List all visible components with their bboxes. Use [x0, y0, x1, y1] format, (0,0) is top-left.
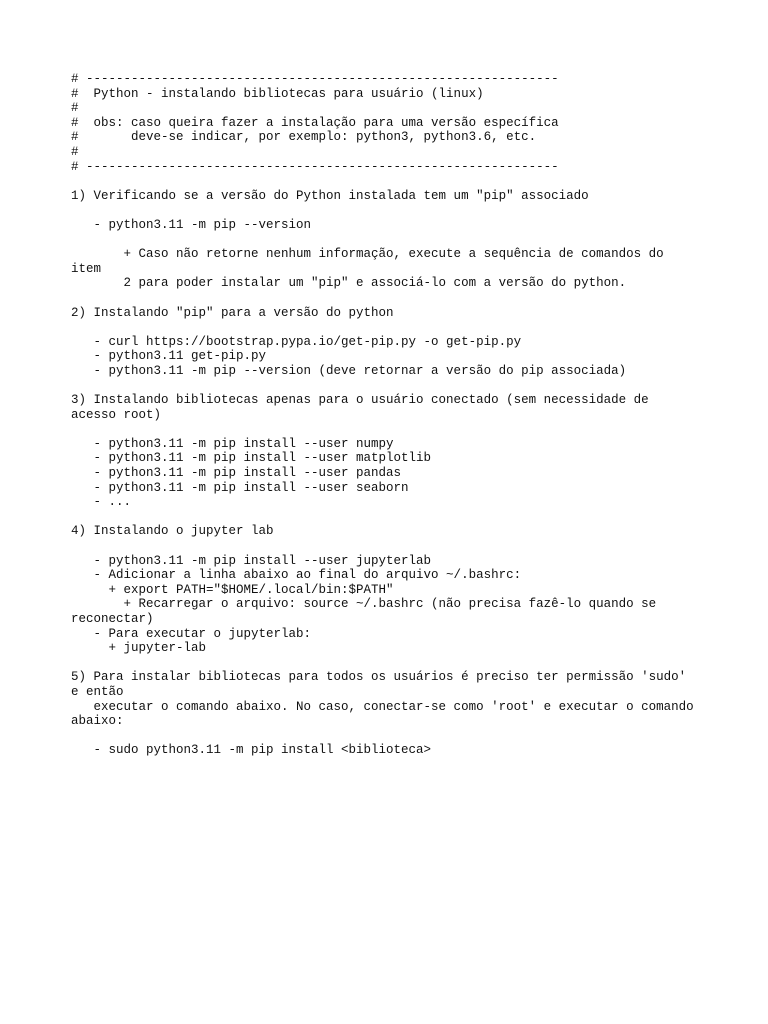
command-line: - python3.11 -m pip install --user seaborn	[71, 480, 409, 495]
command-line: + jupyter-lab	[71, 641, 207, 656]
header-comment-line: #	[71, 101, 79, 116]
section-3-heading: 3) Instalando bibliotecas apenas para o usuário conectado (sem necessidade de	[71, 393, 649, 408]
blank-line	[71, 291, 731, 306]
section-5-heading: 5) Para instalar bibliotecas para todos os usuários é preciso ter permissão 'sudo'	[71, 670, 687, 685]
section-3-heading-continued: acesso root)	[71, 407, 162, 422]
command-line: - sudo python3.11 -m pip install <biblioteca>	[71, 743, 432, 758]
command-line: - ...	[71, 495, 132, 510]
command-line: - python3.11 -m pip install --user pandas	[71, 466, 402, 481]
blank-line	[71, 174, 731, 189]
instruction-line: + Recarregar o arquivo: source ~/.bashrc (não precisa fazê-lo quando se	[71, 597, 657, 612]
instruction-line: - Para executar o jupyterlab:	[71, 626, 312, 641]
command-line: - python3.11 get-pip.py	[71, 349, 267, 364]
command-line: + export PATH="$HOME/.local/bin:$PATH"	[71, 582, 394, 597]
header-obs-line: # obs: caso queira fazer a instalação para uma versão específica	[71, 115, 559, 130]
command-line: - curl https://bootstrap.pypa.io/get-pip.py -o get-pip.py	[71, 334, 522, 349]
instruction-line: reconectar)	[71, 611, 154, 626]
section-1-heading: 1) Verificando se a versão do Python instalada tem um "pip" associado	[71, 188, 589, 203]
note-line: 2 para poder instalar um "pip" e associá-lo com a versão do python.	[71, 276, 627, 291]
note-line: + Caso não retorne nenhum informação, execute a sequência de comandos do	[71, 247, 664, 262]
instruction-line: abaixo:	[71, 714, 124, 729]
header-rule-top: # ---------------------------------------------------------------	[71, 72, 559, 86]
header-obs-line: # deve-se indicar, por exemplo: python3, python3.6, etc.	[71, 130, 537, 145]
blank-line	[71, 539, 731, 554]
section-5-heading-continued: e então	[71, 684, 124, 699]
blank-line	[71, 320, 731, 335]
document-text	[71, 72, 731, 758]
blank-line	[71, 203, 731, 218]
blank-line	[71, 656, 731, 671]
blank-line	[71, 233, 731, 248]
instruction-line: executar o comando abaixo. No caso, conectar-se como 'root' e executar o comando	[71, 699, 694, 714]
header-title: # Python - instalando bibliotecas para usuário (linux)	[71, 86, 484, 101]
header-rule-bottom: # ---------------------------------------------------------------	[71, 159, 559, 174]
command-line: - python3.11 -m pip install --user matplotlib	[71, 451, 432, 466]
command-line: - python3.11 -m pip --version	[71, 217, 312, 232]
blank-line	[71, 422, 731, 437]
blank-line	[71, 510, 731, 525]
section-4-heading: 4) Instalando o jupyter lab	[71, 524, 274, 539]
blank-line	[71, 729, 731, 744]
command-line: - python3.11 -m pip install --user jupyterlab	[71, 553, 432, 568]
command-line: - python3.11 -m pip install --user numpy	[71, 436, 394, 451]
section-2-heading: 2) Instalando "pip" para a versão do python	[71, 305, 394, 320]
instruction-line: - Adicionar a linha abaixo ao final do arquivo ~/.bashrc:	[71, 568, 522, 583]
command-line: - python3.11 -m pip --version (deve retornar a versão do pip associada)	[71, 363, 627, 378]
header-comment-line: #	[71, 144, 79, 159]
blank-line	[71, 378, 731, 393]
note-line: item	[71, 261, 102, 276]
